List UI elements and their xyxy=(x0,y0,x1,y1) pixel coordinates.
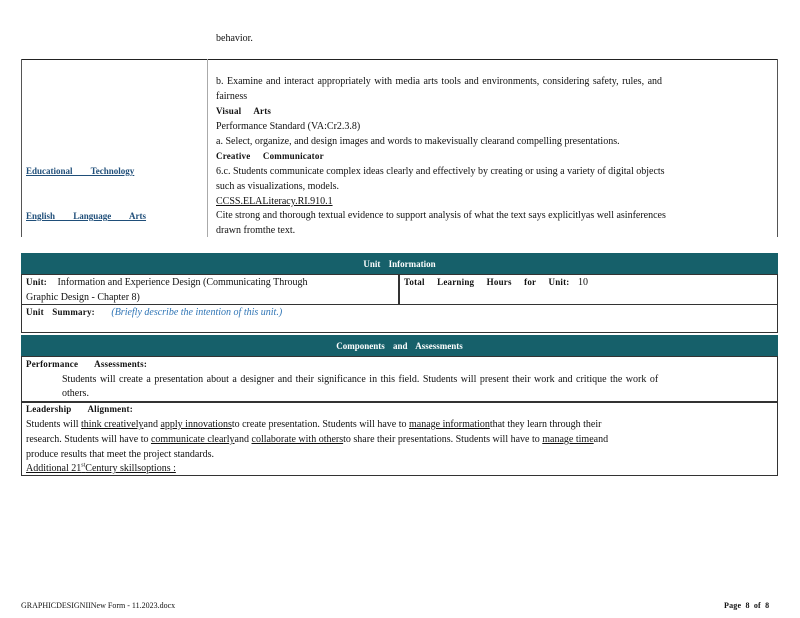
additional-skills-link[interactable] xyxy=(26,461,176,476)
page-current: 8 xyxy=(745,601,750,610)
skill-apply-innovations: apply innovations xyxy=(160,419,232,430)
unit-information-header: Unit Information xyxy=(21,253,778,275)
unit-title-text xyxy=(26,275,396,290)
skill-collaborate-with-others: collaborate with others xyxy=(251,434,344,445)
leadership-text: that they learn through their xyxy=(489,419,602,430)
page-prefix: Page xyxy=(724,601,742,610)
leadership-text: research. Students will have to xyxy=(26,434,151,445)
skill-manage-information: manage information xyxy=(409,419,490,430)
summary-label: Unit Summary: xyxy=(26,307,95,317)
standard-line: behavior. xyxy=(216,33,253,44)
leadership-text: and xyxy=(593,434,609,445)
page-of: of xyxy=(753,601,761,610)
performance-line2: others. xyxy=(62,388,89,399)
leadership-text: and xyxy=(234,434,252,445)
standard-line: a. Select, organize, and design images and words to makevisually clearand compelling presentations. xyxy=(216,136,620,147)
skill-think-creatively: think creatively xyxy=(81,419,144,430)
unit-hours-text xyxy=(404,275,588,290)
leadership-line1 xyxy=(26,417,771,432)
label-english-language-arts[interactable]: English Language Arts xyxy=(26,211,147,221)
standards-table-left-border xyxy=(21,59,22,237)
unit-summary-row xyxy=(26,305,282,320)
leadership-text: to share their presentations. Students will have to xyxy=(343,434,543,445)
skill-communicate-clearly: communicate clearly xyxy=(150,434,235,445)
standard-line: 6.c. Students communicate complex ideas clearly and effectively by creating or using a variety of digital objects xyxy=(216,166,665,177)
skill-manage-time: manage time xyxy=(542,434,594,445)
hours-label: Total Learning Hours for Unit: xyxy=(404,277,570,287)
unit-value-line2: Graphic Design - Chapter 8) xyxy=(26,292,140,303)
standard-heading-visual-arts: Visual Arts xyxy=(216,106,272,116)
standard-code-link[interactable]: CCSS.ELALiteracy.RI.910.1 xyxy=(216,196,333,207)
standards-table-column-divider xyxy=(207,59,208,237)
unit-value-line1: Information and Experience Design (Communicating Through xyxy=(57,277,308,288)
label-educational-technology[interactable]: Educational Technology xyxy=(26,166,135,176)
unit-label: Unit: xyxy=(26,277,47,287)
components-header: Components and Assessments xyxy=(21,335,778,357)
standard-line: Cite strong and thorough textual evidence to support analysis of what the text says explicitlyas well asinferences xyxy=(216,210,666,221)
footer-page-number xyxy=(724,598,769,613)
standard-heading-creative-communicator: Creative Communicator xyxy=(216,151,324,161)
leadership-text: Students will xyxy=(26,419,82,430)
standard-line: b. Examine and interact appropriately with media arts tools and environments, considering safety, rules, and xyxy=(216,76,663,87)
summary-hint[interactable]: (Briefly describe the intention of this unit.) xyxy=(111,307,283,318)
additional-prefix: Additional 21 xyxy=(26,463,82,474)
leadership-line2 xyxy=(26,432,771,447)
leadership-label: Leadership Alignment: xyxy=(26,404,133,414)
standards-table-right-border xyxy=(777,59,778,237)
performance-line1: Students will create a presentation about a designer and their significance in this field. Students will present their work and critique the work of xyxy=(62,374,659,385)
standard-line: such as visualizations, models. xyxy=(216,181,340,192)
leadership-line3: produce results that meet the project standards. xyxy=(26,449,214,460)
additional-sup: st xyxy=(81,462,86,469)
page-total: 8 xyxy=(765,601,770,610)
standard-line: fairness xyxy=(216,91,248,102)
standard-line: drawn fromthe text. xyxy=(216,225,296,236)
hours-value: 10 xyxy=(578,277,589,288)
footer-filename: GRAPHICDESIGNIINew Form - 11.2023.docx xyxy=(21,601,176,610)
leadership-text: and xyxy=(143,419,161,430)
performance-label: Performance Assessments: xyxy=(26,359,148,369)
standard-line: Performance Standard (VA:Cr2.3.8) xyxy=(216,121,361,132)
additional-suffix: Century skillsoptions : xyxy=(85,463,176,474)
leadership-text: to create presentation. Students will have to xyxy=(231,419,410,430)
standards-table-top-border xyxy=(21,59,778,60)
